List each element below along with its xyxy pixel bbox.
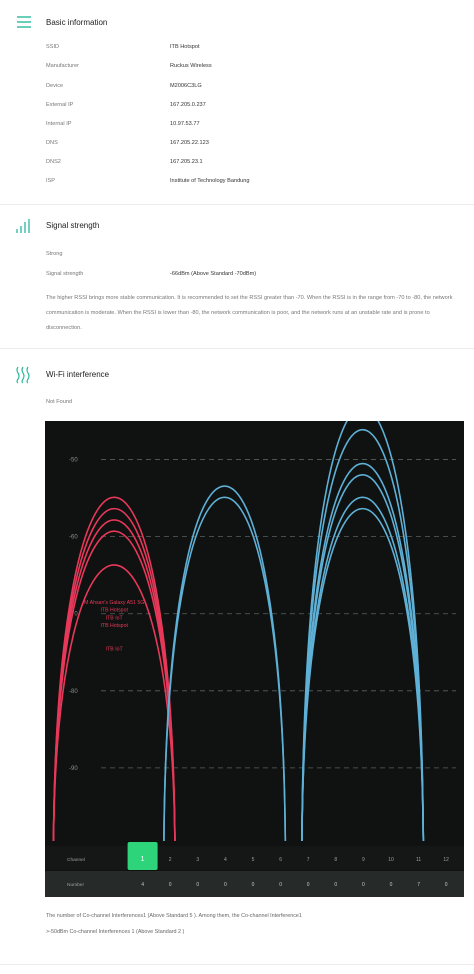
info-value: 10.97.53.77 [170,121,200,127]
channel-count: 0 [306,882,310,888]
signal-value: -66dBm (Above Standard -70dBm) [170,271,257,277]
signal-row [46,271,466,283]
network-signal-arc [302,421,423,841]
info-key: Device [46,83,64,89]
menu-lines-icon [14,12,34,32]
info-row-device [46,83,466,95]
signal-description: The higher RSSI brings more stable communication. It is recommended to set the RSSI greater than -70. When the RSSI is in the range from -70 to -80, the network communication is moderate. When the RSSI is lower than -80, the network communication is poor, and the network runs at an unstable rate and is prone to disconnection. [46,295,453,331]
wifi-channel-chart [45,421,464,897]
channel-count: 0 [389,882,393,888]
channel-number: 10 [388,857,394,863]
network-signal-arc [53,497,174,841]
channel-number: 3 [196,857,200,863]
info-value: ITB Hotspot [170,44,200,50]
info-row-dns2 [46,159,466,171]
network-label: ITB Hotspot [100,607,128,614]
network-signal-arc [53,531,174,841]
network-label: ITB IoT [105,615,123,622]
channel-number: 9 [362,857,365,863]
interference-status: Not Found [46,399,73,405]
network-signal-arc [164,486,285,841]
channel-number: 5 [251,857,255,863]
count-row-label: Number [67,883,85,888]
info-value: Ruckus Wireless [170,63,212,69]
info-value: 167.205.23.1 [170,159,203,165]
y-tick-label: -60 [69,534,78,541]
signal-quality: Strong [46,251,63,257]
y-tick-label: -70 [69,611,78,618]
channel-number: 8 [334,857,338,863]
info-key: Manufacturer [46,63,79,69]
channel-number: 6 [279,857,282,863]
channel-number: 11 [415,857,422,863]
channel-count: 0 [196,882,200,888]
network-label: ITB Hotspot [100,623,128,630]
network-label: M Ahsan's Galaxy A51 5G [84,600,145,607]
info-key: External IP [46,102,74,108]
channel-number: 7 [306,857,310,863]
section-divider [0,964,474,965]
channel-row-bg [45,846,464,870]
signal-header [14,216,34,236]
info-row-ssid [46,44,466,56]
network-signal-arc [164,497,285,841]
info-key: DNS2 [46,159,61,165]
section-divider [0,204,474,205]
interference-summary-1: The number of Co-channel Interferences1 (Above Standard 5 ). Among them, the Co-channel Interference1 [46,913,302,919]
info-key: SSID [46,44,60,50]
network-signal-arc [53,520,174,841]
interference-title: Wi-Fi interference [46,370,110,379]
channel-row-label: Channel [67,858,85,863]
channel-count: 0 [334,882,338,888]
network-signal-arc [302,509,423,841]
channel-count: 7 [417,882,420,888]
channel-count: 0 [362,882,365,888]
info-value: M2006C3LG [170,83,202,89]
info-row-manufacturer [46,63,466,75]
info-row-external-ip [46,102,466,114]
channel-count: 0 [168,882,172,888]
channel-count: 0 [224,882,227,888]
info-key: DNS [46,140,58,146]
basic-info-header [14,12,34,32]
channel-number: 2 [168,857,172,863]
info-value: Institute of Technology Bandung [170,178,250,184]
info-row-dns [46,140,466,152]
network-signal-arc [302,430,423,841]
y-tick-label: -80 [69,688,78,695]
info-row-internal-ip [46,121,466,133]
wave-lines-icon [14,364,34,384]
network-signal-arc [53,509,174,841]
interference-header [14,364,34,384]
channel-count: 0 [444,882,448,888]
channel-count: 0 [251,882,255,888]
count-row-bg [45,871,464,897]
info-key: Internal IP [46,121,72,127]
channel-chart-svg [45,421,464,897]
network-signal-arc [302,464,423,841]
section-divider [0,348,474,349]
signal-strength-section [0,206,474,350]
basic-information-section [0,0,474,206]
interference-summary-2: >-50dBm Co-channel Interferences 1 (Above Standard 2 ) [46,929,185,935]
signal-title: Signal strength [46,221,100,230]
channel-number: 12 [443,857,449,863]
channel-count: 0 [279,882,282,888]
channel-count: 4 [141,882,144,888]
channel-number: 4 [224,857,227,863]
signal-bars-icon [14,216,34,236]
signal-label: Signal strength [46,271,84,277]
y-tick-label: -50 [69,457,78,464]
info-value: 167.205.0.237 [170,102,206,108]
info-row-isp [46,178,466,190]
info-key: ISP [46,178,56,184]
network-label: ITB IoT [105,646,123,653]
channel-number: 1 [140,856,145,863]
y-tick-label: -90 [69,765,78,772]
basic-info-title: Basic information [46,18,108,27]
info-value: 167.205.22.123 [170,140,209,146]
